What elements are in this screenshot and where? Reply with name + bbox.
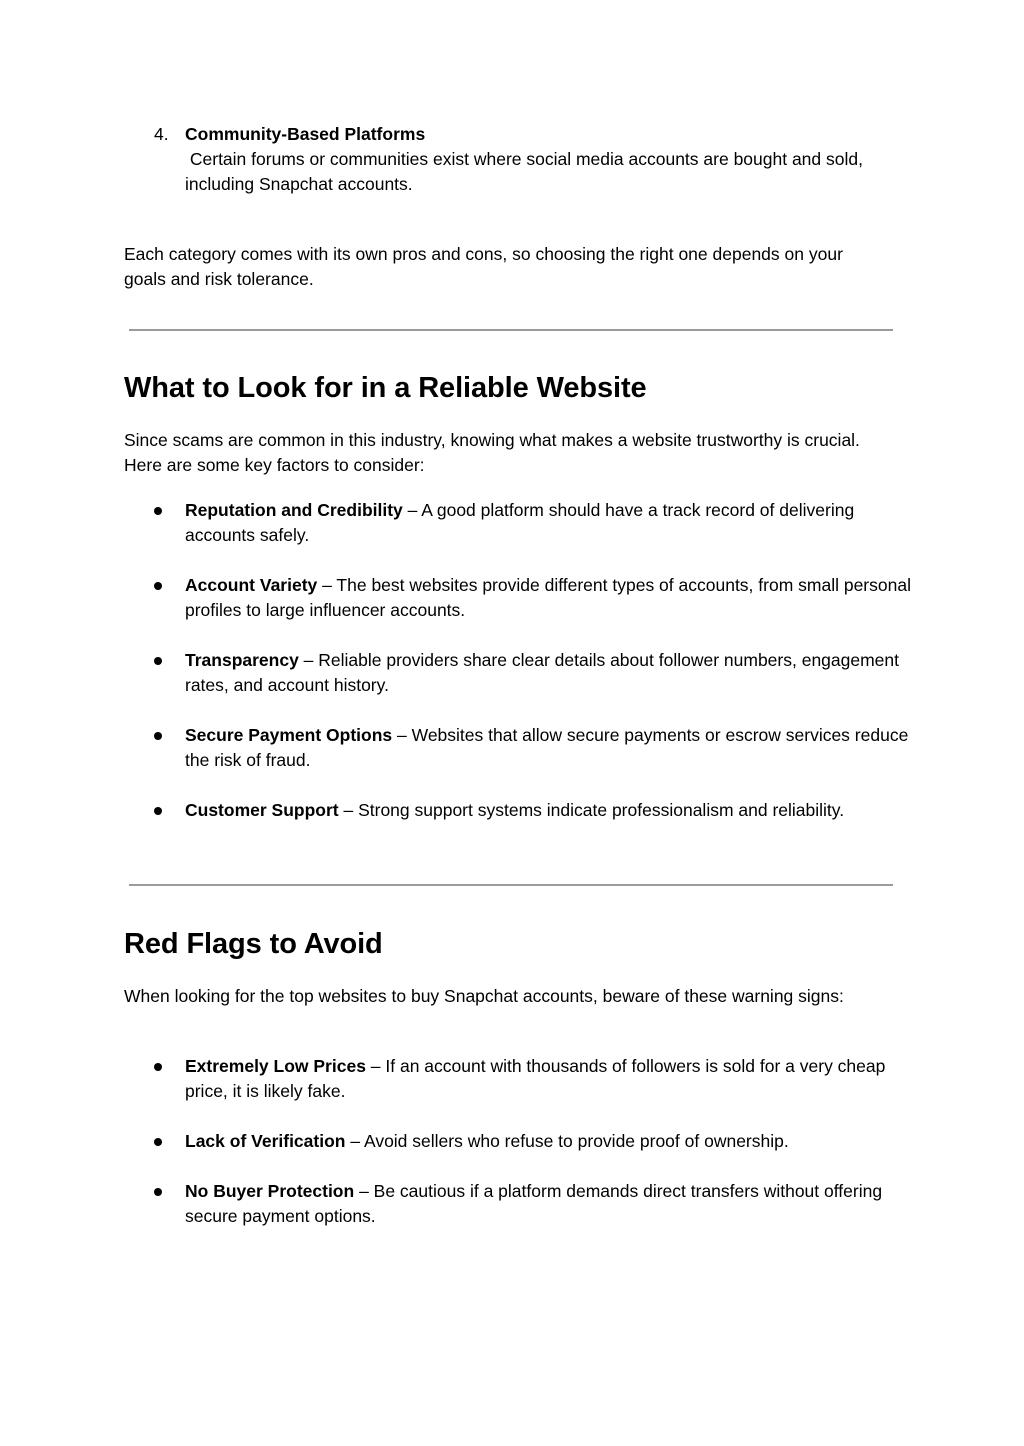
bullet-title: Extremely Low Prices: [185, 1056, 366, 1076]
bullet-icon: [154, 1063, 162, 1071]
bullet-icon: [154, 1188, 162, 1196]
horizontal-divider: [129, 884, 893, 886]
bullet-text: – Strong support systems indicate professionalism and reliability.: [338, 800, 845, 820]
section-intro-paragraph: Since scams are common in this industry, knowing what makes a website trustworthy is crucial. Here are some key factors to consider:: [124, 430, 860, 475]
bullet-icon: [154, 732, 162, 740]
section-heading-reliable-website: What to Look for in a Reliable Website: [124, 372, 647, 404]
bullet-content: [185, 498, 915, 548]
bullet-text: – Be cautious if a platform demands direct transfers without offering secure payment options.: [185, 1181, 883, 1226]
category-summary-paragraph: Each category comes with its own pros and cons, so choosing the right one depends on your goals and risk tolerance.: [124, 244, 843, 289]
bullet-icon: [154, 582, 162, 590]
bullet-icon: [154, 657, 162, 665]
list-item-title: Community-Based Platforms: [185, 124, 426, 144]
section-heading-red-flags: Red Flags to Avoid: [124, 928, 383, 960]
bullet-text: – Websites that allow secure payments or escrow services reduce the risk of fraud.: [185, 725, 909, 770]
bullet-content: [185, 723, 915, 773]
bullet-title: Account Variety: [185, 575, 318, 595]
bullet-text: – The best websites provide different types of accounts, from small personal profiles to large influencer accounts.: [185, 575, 911, 620]
bullet-title: Transparency: [185, 650, 299, 670]
list-item-description: Certain forums or communities exist where social media accounts are bought and sold, including Snapchat accounts.: [185, 149, 868, 194]
bullet-title: Secure Payment Options: [185, 725, 393, 745]
bullet-title: No Buyer Protection: [185, 1181, 355, 1201]
bullet-text: – Avoid sellers who refuse to provide proof of ownership.: [345, 1131, 789, 1151]
horizontal-divider: [129, 329, 893, 331]
bullet-text: – Reliable providers share clear details about follower numbers, engagement rates, and account history.: [185, 650, 900, 695]
bullet-content: [185, 1054, 915, 1104]
bullet-icon: [154, 1138, 162, 1146]
bullet-content: [185, 573, 915, 623]
bullet-title: Customer Support: [185, 800, 339, 820]
bullet-text: – If an account with thousands of followers is sold for a very cheap price, it is likely fake.: [185, 1056, 886, 1101]
bullet-title: Reputation and Credibility: [185, 500, 403, 520]
bullet-icon: [154, 507, 162, 515]
section-intro-paragraph: When looking for the top websites to buy Snapchat accounts, beware of these warning signs:: [124, 986, 844, 1006]
list-number: 4.: [154, 124, 169, 144]
bullet-text: – A good platform should have a track record of delivering accounts safely.: [185, 500, 855, 545]
bullet-title: Lack of Verification: [185, 1131, 346, 1151]
bullet-content: [185, 798, 945, 823]
bullet-icon: [154, 807, 162, 815]
bullet-content: [185, 1129, 915, 1154]
list-item-body: [185, 122, 885, 197]
bullet-content: [185, 648, 915, 698]
bullet-content: [185, 1179, 915, 1229]
